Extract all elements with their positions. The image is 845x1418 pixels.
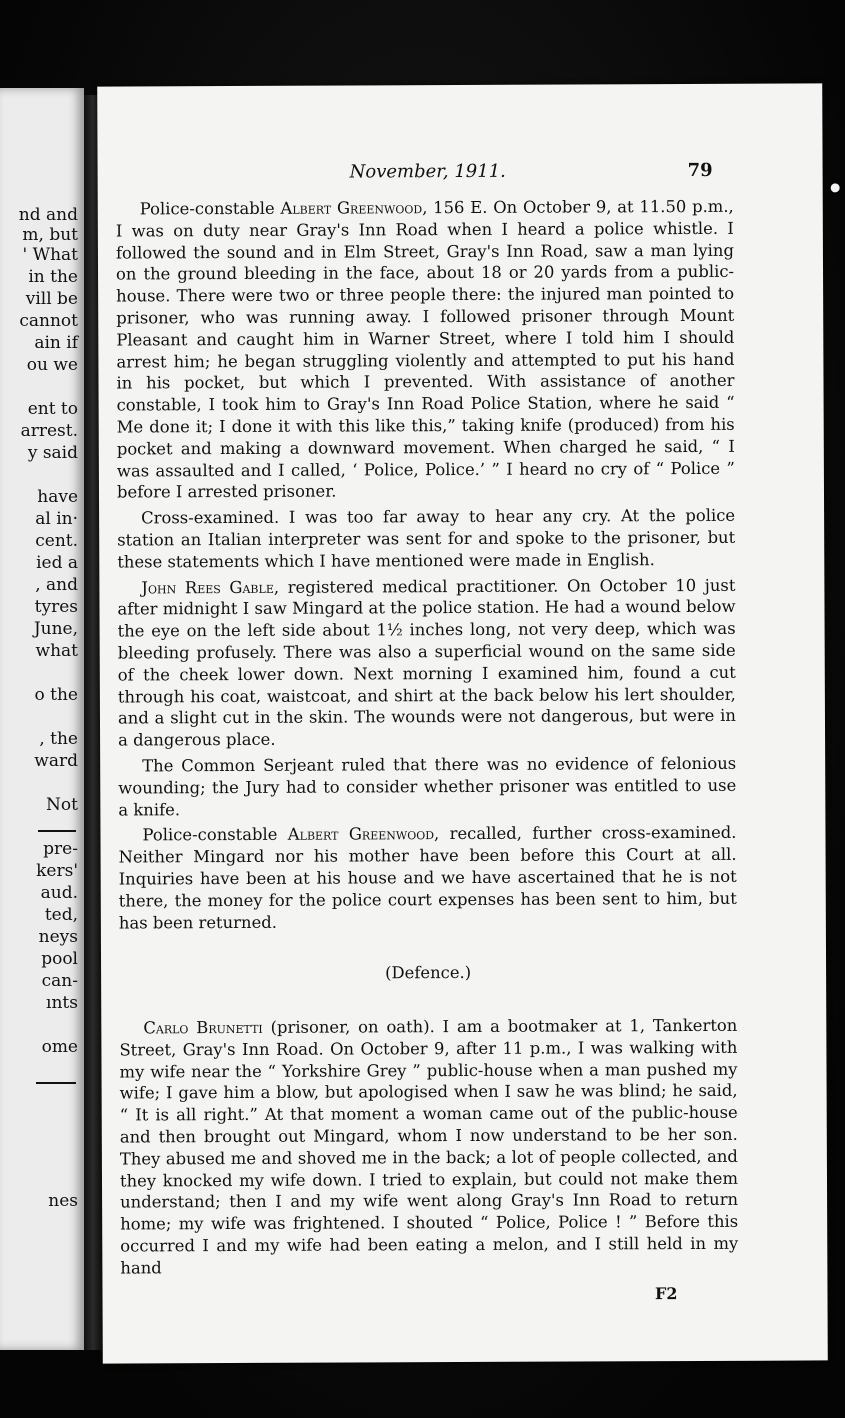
left-page-line: ward: [34, 751, 78, 771]
left-page-line: al in·: [35, 509, 78, 529]
paragraph: [117, 574, 736, 751]
paragraph: [118, 753, 736, 821]
text-run: Police-constable: [142, 825, 288, 845]
left-page-line: aud.: [40, 883, 78, 903]
witness-name: Albert Greenwood: [280, 198, 423, 218]
left-page-line: arrest.: [20, 421, 78, 441]
paper-speck: [831, 183, 840, 192]
left-page-line: nes: [48, 1191, 78, 1211]
witness-name: John Rees Gable: [141, 577, 274, 597]
left-page-line: nd and: [18, 205, 78, 225]
paragraph: [119, 1015, 738, 1279]
page-number: 79: [687, 159, 713, 182]
left-page-line: pre-: [43, 839, 78, 859]
body-text: [116, 196, 739, 1279]
text-run: , 156 E. On October 9, at 11.50 p.m., I was on duty near Gray's Inn Road when I heard a police whistle. I followed the sound and in Elm Street, Gray's Inn Road, saw a man lying on the ground bleeding in the face, about 18 or 20 yards from a public-house. There were two or three people there: the injured man pointed to prisoner, who was running away. I followed prisoner through Mount Pleasant and caught him in Warner Street, where I told him I should arrest him; he began struggling violently and attempted to put his hand in his pocket, but which I prevented. With assistance of another constable, I took him to Gray's Inn Road Police Station, where he said “ Me done it; I done it with this like this,” taking knife (produced) from his pocket and making a downward movement. When charged he said, “ I was assaulted and I called, ‘ Police, Police.’ ” I heard no cry of “ Police ” before I arrested prisoner.: [115, 196, 735, 502]
left-page-line: ınts: [46, 993, 78, 1013]
text-run: (prisoner, on oath). I am a bootmaker at 1, Tankerton Street, Gray's Inn Road. On October 9, after 11 p.m., I was walking with my wife near the “ Yorkshire Grey ” public-house when a man pushed my wife; I gave him a blow, but apologised when I saw he was blind; he said, “ It is all right.” At that moment a woman came out of the public-house and then brought out Mingard, whom I now understand to be her son. They abused me and shoved me in the back; a lot of people collected, and they knocked my wife down. I tried to explain, but could not make them understand; then I and my wife went along Gray's Inn Road to return home; my wife was frightened. I shouted “ Police, Police ! ” Before this occurred I and my wife had been eating a melon, and I still held in my hand: [119, 1015, 739, 1278]
text-run: Cross-examined. I was too far away to hear any cry. At the police station an Italian interpreter was sent for and spoke to the prisoner, but these statements which I have mentioned were made in English.: [117, 505, 736, 572]
left-page-line: ied a: [36, 553, 78, 573]
left-page-line: can-: [41, 971, 78, 991]
text-run: , registered medical practitioner. On October 10 just after midnight I saw Mingard at the police station. He had a wound below the eye on the left side about 1½ inches long, not very deep, which was bleeding profusely. There was also a superficial wound on the same side of the cheek lower down. Next morning I examined him, found a cut through his coat, waistcoat, and shirt at the back below his lert shoulder, and a slight cut in the skin. The wounds were not dangerous, but were in a dangerous place.: [117, 575, 737, 750]
left-page-line: cent.: [35, 531, 78, 551]
left-page-line: what: [35, 641, 78, 661]
section-heading: [119, 961, 737, 985]
left-page-line: ain if: [34, 333, 78, 353]
text-run: The Common Serjeant ruled that there was no evidence of felonious wounding; the Jury had to consider whether prisoner was entitled to use a knife.: [118, 753, 737, 820]
page-header: [98, 159, 823, 183]
left-page-line: ent to: [27, 399, 78, 419]
paragraph: [116, 196, 735, 504]
left-page-line: m, but: [22, 225, 78, 245]
left-page-edge: [0, 88, 84, 1350]
left-page-line: ou we: [26, 355, 78, 375]
text-run: Police-constable: [139, 198, 281, 219]
witness-name: Carlo Brunetti: [143, 1017, 263, 1038]
left-page-line: kers': [36, 861, 78, 881]
left-page-line: ome: [41, 1037, 78, 1057]
running-head: November, 1911.: [349, 160, 506, 183]
left-page-line: , the: [39, 729, 78, 749]
left-page-line: cannot: [19, 311, 78, 331]
text-run: (Defence.): [385, 963, 472, 983]
left-page-line: June,: [33, 619, 78, 639]
witness-name: Albert Greenwood: [287, 824, 435, 845]
left-page-line: ted,: [44, 905, 78, 925]
signature-mark: F2: [654, 1284, 678, 1304]
text-run: , recalled, further cross-examined. Neither Mingard nor his mother have been before this Court at all. Inquiries have been at his house and we have ascertained that he is not there, the money for the police court expenses has been sent to him, but has been returned.: [118, 823, 737, 933]
left-page-rule: [36, 1082, 76, 1084]
left-page-line: tyres: [34, 597, 78, 617]
left-page-rule: [38, 830, 76, 832]
paragraph: [118, 822, 736, 934]
left-page-line: in the: [28, 267, 78, 287]
left-page-line: o the: [34, 685, 78, 705]
right-page: [97, 83, 828, 1363]
left-page-line: y said: [27, 443, 78, 463]
left-page-line: , and: [35, 575, 78, 595]
left-page-line: vill be: [25, 289, 78, 309]
left-page-line: ' What: [22, 245, 78, 265]
paragraph: [117, 505, 735, 573]
left-page-line: pool: [41, 949, 78, 969]
left-page-line: Not: [46, 795, 78, 815]
left-page-line: neys: [38, 927, 78, 947]
left-page-line: have: [37, 487, 78, 507]
